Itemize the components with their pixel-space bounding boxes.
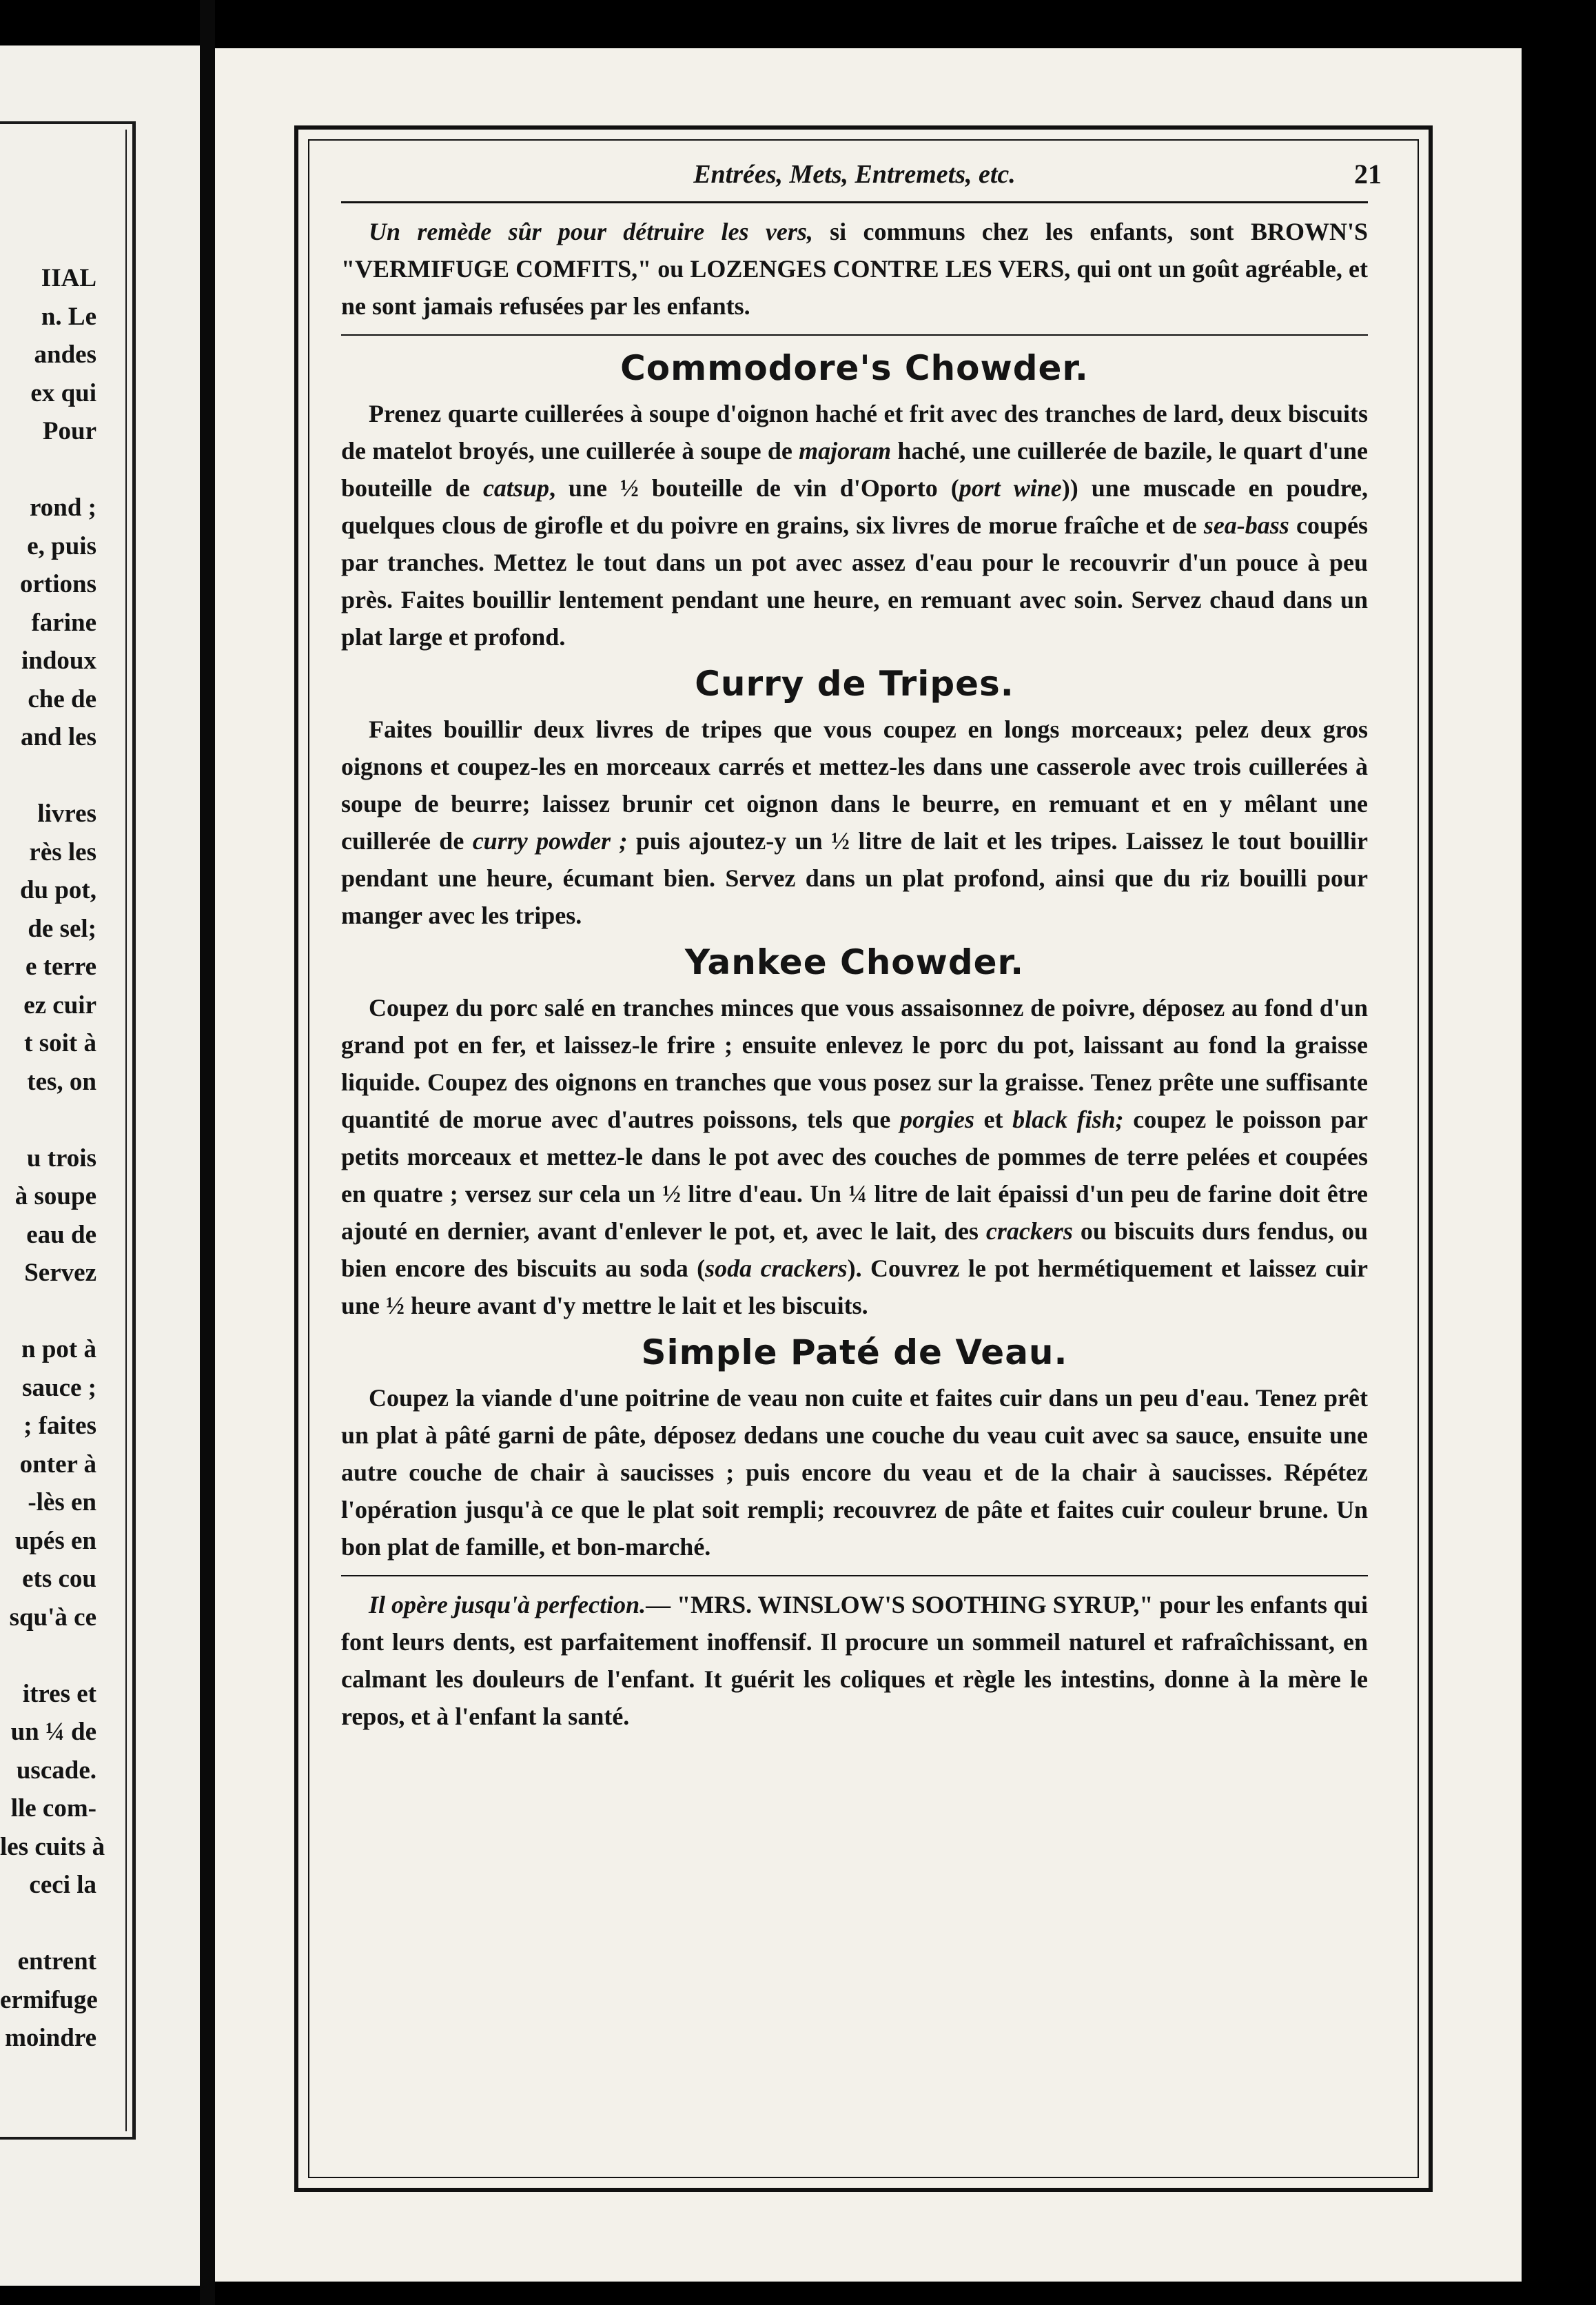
left-page-line: n pot à [21, 1335, 96, 1363]
recipe-italic-term: curry powder ; [472, 827, 628, 855]
recipe-title: Simple Paté de Veau. [641, 1332, 1068, 1372]
left-page-line: rond ; [30, 494, 96, 522]
left-page-gap [0, 1101, 96, 1139]
section-rule [341, 334, 1368, 336]
left-page-line: IIAL [41, 264, 96, 292]
recipe-title: Commodore's Chowder. [620, 348, 1089, 388]
left-page-line: and les [20, 723, 96, 751]
left-page-line: rès les [29, 837, 96, 866]
recipe-text: )) une muscade en poudre, quelques clous de girofle et du poivre en grains, six livres de morue fraîche et de [341, 474, 1368, 539]
left-page-line: indoux [21, 647, 96, 675]
recipe-text: Coupez la viande d'une poitrine de veau non cuite et faites cuir dans un peu d'eau. Tenez prêt un plat à pâté garni de pâte, déposez dedans une couche du veau cuit avec sa sauce, ensuite une autre couche de chair à saucisses ; puis encore du veau et de la chair à saucisses. Répétez l'opération jusqu'à ce que le plat soit rempli; recouvrez de pâte et faites cuir couleur brune. Un bon plat de famille, et bon-marché. [341, 1384, 1368, 1561]
left-page-line: ez cuir [23, 991, 96, 1019]
recipe-italic-term: crackers [985, 1217, 1073, 1245]
left-page-fragment [0, 45, 200, 2286]
left-page-line: livres [37, 800, 96, 828]
left-page-line: un ¼ de [10, 1718, 96, 1746]
recipe-title: Curry de Tripes. [695, 664, 1014, 704]
recipe-text: ou biscuits durs fendus, ou bien encore des biscuits au soda ( [341, 1217, 1368, 1282]
recipe-text: Prenez quarte cuillerées à soupe d'oignon haché et frit avec des tranches de lard, deux biscuits de matelot broyés, une cuillerée à soupe de [341, 400, 1368, 465]
left-page-line: e, puis [27, 531, 96, 560]
advertisement-lead: Il opère jusqu'à perfection. [369, 1591, 646, 1618]
left-page-line: Servez [24, 1259, 96, 1287]
recipe-italic-term: porgies [899, 1106, 974, 1133]
left-page-line: Pour [42, 417, 96, 445]
left-page-line: eau de [26, 1220, 96, 1249]
advertisement-soothing-syrup [341, 1586, 1368, 1735]
left-page-line: les cuits à [0, 1832, 105, 1861]
header-rule [341, 201, 1368, 203]
advertisement-vermifuge [341, 213, 1368, 325]
running-header-title: Entrées, Mets, Entremets, etc. [693, 160, 1016, 189]
recipe-title: Yankee Chowder. [684, 942, 1025, 982]
left-page-line: n. Le [41, 302, 96, 331]
recipe [341, 940, 1368, 1324]
left-page-line: upés en [14, 1526, 96, 1555]
recipe [341, 1330, 1368, 1565]
left-page-line: itres et [22, 1679, 96, 1708]
recipe-text: Coupez du porc salé en tranches minces que vous assaisonnez de poivre, déposez au fond d'un grand pot en fer, et laissez-le frire ; ensuite enlevez le porc du pot, laissant au fond la graisse liquide. Coupez des oignons en tranches que vous posez sur la graisse. Tenez prête une suffisante quantité de morue avec d'autres poissons, tels que [341, 994, 1368, 1133]
recipe-text: haché, une cuillerée de bazile, le quart d'une bouteille de [341, 437, 1368, 502]
left-page-line: tes, on [27, 1067, 96, 1096]
page-number: 21 [1354, 159, 1382, 190]
book-spine [200, 0, 215, 2305]
left-page-line: u trois [26, 1144, 96, 1172]
recipe-italic-term: catsup [482, 474, 549, 502]
left-page-line: uscade. [16, 1756, 96, 1785]
left-page-line: squ'à ce [9, 1603, 96, 1632]
left-page-text [0, 259, 105, 2058]
left-page-line: entrent [17, 1947, 96, 1976]
left-page-gap [0, 1636, 96, 1675]
recipe [341, 345, 1368, 656]
recipe-text: et [974, 1106, 1013, 1133]
recipe-body [341, 711, 1368, 934]
left-page-line: ceci la [29, 1871, 96, 1899]
left-page-gap [0, 451, 96, 489]
recipe-text: Faites bouillir deux livres de tripes que vous coupez en longs morceaux; pelez deux gros oignons et coupez-les en morceaux carrés et mettez-les dans une casserole avec trois cuillerées à soupe de beurre; laissez brunir cet oignon dans le beurre, en remuant et en y mêlant une cuillerée de [341, 715, 1368, 855]
advertisement-lead: Un remède sûr pour détruire les vers, [369, 218, 813, 245]
recipe-text: puis ajoutez-y un ½ litre de lait et les tripes. Laissez le tout bouillir pendant une heure, écumant bien. Servez dans un plat profond, ainsi que du riz bouilli pour manger avec les tripes. [341, 827, 1369, 929]
left-page-line: ortions [20, 570, 96, 598]
left-page-line: lle com- [10, 1794, 96, 1822]
recipe-body [341, 1379, 1368, 1565]
recipe-text: ). Couvrez le pot hermétiquement et laissez cuir une ½ heure avant d'y mettre le lait et les biscuits. [341, 1255, 1368, 1319]
recipe-list [341, 345, 1368, 1565]
left-page-gap [0, 1905, 96, 1943]
recipe-italic-term: black fish; [1012, 1106, 1124, 1133]
left-page-line: -lès en [28, 1488, 96, 1516]
recipe-body [341, 989, 1368, 1324]
left-page-line: onter à [19, 1450, 96, 1479]
left-page-line: andes [34, 341, 96, 369]
left-page-gap [0, 1292, 96, 1331]
left-page-line: moindre [5, 2024, 96, 2052]
left-page-line: de sel; [28, 914, 96, 943]
recipe-italic-term: majoram [799, 437, 892, 465]
left-page-line: farine [31, 608, 96, 637]
recipe-italic-term: port wine [959, 474, 1062, 502]
recipe-text: coupés par tranches. Mettez le tout dans un pot avec assez d'eau pour le recouvrir d'un pouce à peu près. Faites bouillir lentement pendant une heure, en remuant avec soin. Servez chaud dans un plat large et profond. [341, 511, 1369, 651]
page-content [341, 156, 1382, 1735]
left-page-line: t soit à [24, 1029, 96, 1057]
running-header [341, 156, 1382, 197]
left-page-line: ermifuge [0, 1985, 98, 2014]
left-page-line: e terre [25, 953, 96, 981]
recipe-body [341, 395, 1368, 656]
section-rule [341, 1575, 1368, 1576]
left-page-line: du pot, [19, 876, 96, 904]
recipe-italic-term: soda crackers [705, 1255, 848, 1282]
advertisement-text: si communs chez les enfants, sont BROWN'S "VERMIFUGE COMFITS," ou LOZENGES CONTRE LES VERS, qui ont un goût agréable, et ne sont jamais refusées par les enfants. [341, 218, 1368, 320]
main-page [215, 48, 1522, 2282]
recipe-italic-term: sea-bass [1203, 511, 1289, 539]
recipe-text: , une ½ bouteille de vin d'Oporto ( [549, 474, 959, 502]
left-page-line: sauce ; [22, 1373, 96, 1402]
recipe-text: coupez le poisson par petits morceaux et mettez-le dans le pot avec des couches de pommes de terre pelées et coupées en quatre ; versez sur cela un ½ litre d'eau. Un ¼ litre de lait épaissi d'un peu de farine doit être ajouté en dernier, avant d'enlever le pot, et, avec le lait, des [341, 1106, 1369, 1245]
left-page-line: che de [28, 684, 96, 713]
left-page-gap [0, 757, 96, 795]
advertisement-text: — "MRS. WINSLOW'S SOOTHING SYRUP," pour les enfants qui font leurs dents, est parfaitement inoffensif. Il procure un sommeil naturel et rafraîchissant, en calmant les douleurs de l'enfant. It guérit les coliques et règle les intestins, donne à la mère le repos, et à l'enfant la santé. [341, 1591, 1368, 1730]
left-page-line: ets cou [22, 1565, 96, 1593]
left-page-line: ; faites [23, 1412, 96, 1440]
left-page-line: ex qui [30, 378, 96, 407]
left-page-line: à soupe [14, 1182, 96, 1210]
recipe [341, 661, 1368, 934]
